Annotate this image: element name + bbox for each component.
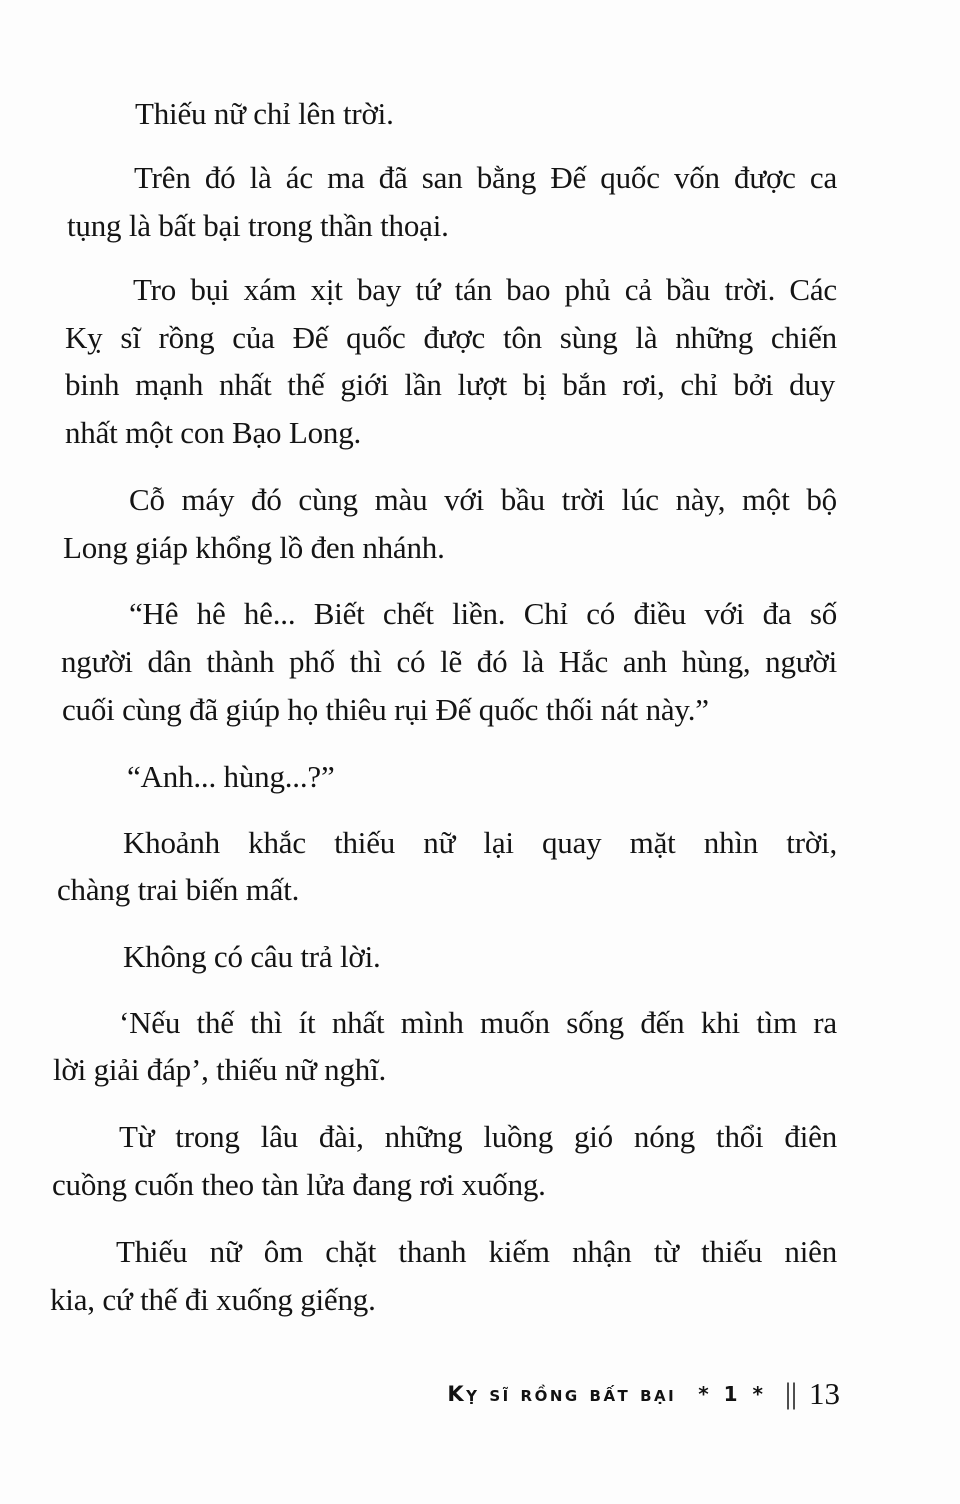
text-line: “Anh... hùng...?” <box>127 759 335 794</box>
text-line: Cỗ máy đó cùng màu với bầu trời lúc này, một bộ <box>129 482 837 517</box>
text-line: Tro bụi xám xịt bay tứ tán bao phủ cả bầu trời. Các <box>133 272 837 307</box>
text-line: kia, cứ thế đi xuống giếng. <box>50 1282 376 1317</box>
text-line: “Hê hê hê... Biết chết liền. Chỉ có điều với đa số <box>129 596 837 631</box>
text-line: Khoảnh khắc thiếu nữ lại quay mặt nhìn trời, <box>123 825 837 860</box>
text-line: Kỵ sĩ rồng của Đế quốc được tôn sùng là những chiến <box>65 320 837 355</box>
text-line: người dân thành phố thì có lẽ đó là Hắc anh hùng, người <box>61 644 837 679</box>
text-line: Thiếu nữ chỉ lên trời. <box>135 96 394 131</box>
page-number: 13 <box>809 1376 840 1411</box>
text-line: tụng là bất bại trong thần thoại. <box>67 208 449 243</box>
text-line: Long giáp khổng lồ đen nhánh. <box>63 530 445 565</box>
text-line: ‘Nếu thế thì ít nhất mình muốn sống đến khi tìm ra <box>119 1005 837 1040</box>
text-line: Không có câu trả lời. <box>123 939 381 974</box>
text-line: Trên đó là ác ma đã san bằng Đế quốc vốn được ca <box>134 160 837 195</box>
text-line: cuồng cuốn theo tàn lửa đang rơi xuống. <box>52 1167 546 1202</box>
running-title: Kỵ sĩ rồng bất bại <box>447 1382 677 1406</box>
volume-marker: * 1 * <box>698 1382 767 1406</box>
text-line: Từ trong lâu đài, những luồng gió nóng thổi điên <box>119 1119 837 1154</box>
text-line: cuối cùng đã giúp họ thiêu rụi Đế quốc thối nát này.” <box>62 692 709 727</box>
text-line: nhất một con Bạo Long. <box>65 415 362 450</box>
text-line: binh mạnh nhất thế giới lần lượt bị bắn rơi, chỉ bởi duy <box>65 367 835 402</box>
text-line: Thiếu nữ ôm chặt thanh kiếm nhận từ thiếu niên <box>116 1234 837 1269</box>
text-line: chàng trai biến mất. <box>57 872 300 907</box>
page-footer <box>306 1374 840 1414</box>
footer-separator: || <box>784 1377 797 1410</box>
text-line: lời giải đáp’, thiếu nữ nghĩ. <box>53 1052 387 1087</box>
